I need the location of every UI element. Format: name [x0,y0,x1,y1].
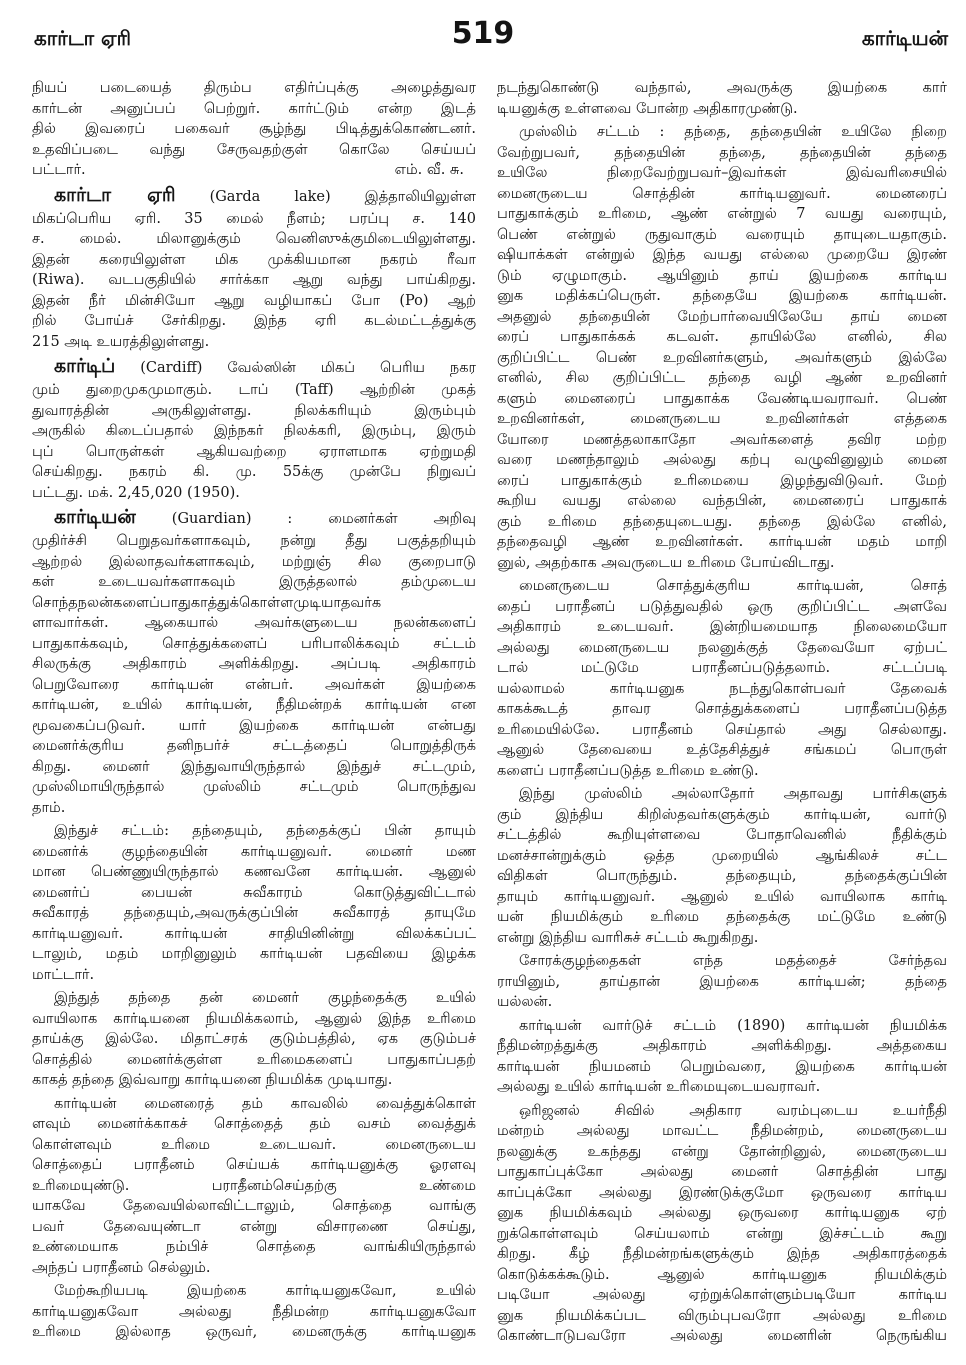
text-line [32,1176,476,1197]
text-line [497,907,947,928]
line-text: யோரை மணத்தலாகாதோ அவர்களைத் தவிர மற்ற [497,431,947,448]
text-line [497,805,947,826]
line-text: முஸ்லிம் சட்டம் : தந்தை, தந்தையின் உயிலே நிறை [519,124,947,140]
line-text: கிறது. மைனர் இந்துவாயிருந்தால் இந்துச் சட்டமும், [32,758,476,775]
text-line [32,842,476,863]
line-text: மாட்டார். [32,966,95,983]
paragraph [497,576,947,781]
text-line [32,862,476,883]
paragraph [497,1016,947,1098]
text-line [32,1135,476,1156]
line-text: (Guardian) : மைனர்கள் அறிவு [135,511,476,527]
paragraph [32,821,476,985]
text-line [497,163,947,184]
line-text: துவாரத்தின் அருகிலுள்ளது. நிலக்கரியும் இரும்பும் [32,402,476,419]
line-text: அருகில் கிடைப்பதால் இந்நகர் நிலக்கரி, இரும்பு, இரும் [32,423,476,439]
text-line [32,1281,476,1302]
text-line [497,122,947,143]
text-line [32,757,476,778]
text-line [497,99,947,120]
line-text: கார்டியன் நியமனம் பெறும்வரை, இயற்கை கார்டியன் [497,1058,947,1075]
line-text: சட்டத்தில் கூறியுள்ளவை போதாவெனில் நீதிக்கும் [497,827,947,843]
line-text: கார்டியன் மைனரைத் தம் காவலில் வைத்துக்கொள் [54,1095,476,1112]
text-line [32,1050,476,1071]
text-line [497,1016,947,1037]
line-text: ரைப் பாதுகாக்கும் உரிமையை இழந்துவிடுவர். மேற் [497,472,947,489]
text-line [32,1302,476,1323]
text-line [32,483,476,504]
text-line [32,506,476,531]
line-text: ச. மைல். மிலானுக்கும் வெனிஸுக்குமிடையிலுள்ளது. [32,231,476,247]
line-text: தாம். [32,799,66,816]
line-text: இதன் நீர் மின்சியோ ஆறு வழியாகப் போ (Po) ஆற் [32,292,476,309]
line-text: (Cardiff) வேல்ஸின் மிகப் பெரிய நகர [115,360,476,376]
line-text: றில் போய்ச் சேர்கிறது. இந்த ஏரி கடல்மட்டத்துக்கு [32,313,476,329]
text-line [497,866,947,887]
line-text: சொத்தைப் பராதீனம் செய்யக் கார்டியனுக்கு ஓரளவு [32,1157,476,1173]
line-text: களும் மைனரைப் பாதுகாக்க வேண்டியவராவர். பெண் [497,390,947,407]
line-text: முஸ்லிமாயிருந்தால் முஸ்லிம் சட்டமும் பொருந்துவ [32,779,476,795]
text-line [497,1203,947,1224]
text-line [497,389,947,410]
line-text: யன் நியமிக்கும் உரிமை தந்தைக்கு மட்டுமே உண்டு [497,909,947,925]
text-line [32,1029,476,1050]
text-line [497,928,947,949]
line-text: மனச்சான்றுக்கும் ஒத்த முறையில் ஆங்கிலச் சட்ட [497,847,947,864]
line-text: ளவும் மைனர்க்காகச் சொத்தைத் தம் வசம் வைத்துக் [32,1116,476,1132]
text-line [32,250,476,271]
line-text: பட்டது. மக். 2,45,020 (1950). [32,484,240,501]
line-text: னுக நியமிக்கப்பட விரும்புபவரோ அல்லது உரிமை [497,1307,947,1324]
text-line [32,1237,476,1258]
line-text: தந்தைவழி ஆண் உறவினர்கள். கார்டியன் மதம் மாறி [497,534,947,550]
text-line [497,972,947,993]
running-header [0,12,966,60]
text-line [32,944,476,965]
text-line [497,1036,947,1057]
paragraph [32,1281,476,1343]
line-text: னுல், அதற்காக அவருடைய உரிமை போய்விடாது. [497,554,835,571]
line-text: மும் துறைமுகமுமாகும். டாப் (Taff) ஆற்றின் முகத் [32,382,476,398]
text-line [497,1183,947,1204]
text-line [497,266,947,287]
line-text: பட்டார். [32,162,86,178]
line-text: மான பெண்ணுயிருந்தால் கணவனே கார்டியன். ஆனுல் [32,864,476,880]
text-line [497,887,947,908]
encyclopedia-entry [32,506,476,818]
text-line [497,184,947,205]
line-text: கார்டியனுவர். கார்டியன் சாதியினின்று விலக்கப்பட் [32,925,476,942]
text-line [497,368,947,389]
text-line [32,1114,476,1135]
line-text: வரை மணந்தாலும் அல்லது கற்பு வழுவினுலும் மைன [497,452,947,468]
text-line [32,821,476,842]
line-text: மூவகைப்படுவர். யார் இயற்கை கார்டியன் என்பது [32,717,476,734]
line-text: அதிகாரம் உடையவர். இன்றியமையாத நிலைமையோ [497,619,947,635]
text-line [497,307,947,328]
line-text: டாலும், மதம் மாறினுலும் கார்டியன் பதவியை இழக்க [32,946,476,962]
text-line [32,1070,476,1091]
text-line [497,699,947,720]
line-text: பெறுவோரை கார்டியன் என்பர். அவர்கள் இயற்கை [32,676,476,693]
text-line [497,286,947,307]
line-text: கார்டியனுகவோ அல்லது நீதிமன்ற கார்டியனுகவோ [32,1303,476,1320]
line-text: புப் பொருள்கள் ஆகியவற்றை ஏராளமாக ஏற்றுமதி [32,443,476,460]
line-text: தாயும் கார்டியனுவர். ஆனுல் உயில் வாயிலாக கார்டி [497,888,947,905]
line-text: படியோ அல்லது ஏற்றுக்கொள்ளும்படியோ கார்டிய [497,1287,947,1303]
line-text: ஆனுல் தேவையை உத்தேசித்துச் சங்கமப் பொருள் [497,742,947,758]
line-text: நீதிமன்றத்துக்கு அதிகாரம் அளிக்கிறது. அத்தகைய [497,1038,947,1054]
line-text: யாகவே தேவையில்லாவிட்டாலும், சொத்தை வாங்கு [32,1198,476,1214]
text-line [497,553,947,574]
left-column [32,78,476,1358]
paragraph [497,1101,947,1347]
line-text: சொந்தநலன்களைப்பாதுகாத்துக்கொள்ளமுடியாதவர்க [32,594,382,611]
line-text: தில் இவரைப் பகைவர் சூழ்ந்து பிடித்துக்கொண்டனர். [32,121,476,137]
line-text: மைனர்க் குழந்தையின் கார்டியனுவர். மைனர் மண [32,843,476,860]
text-line [497,1265,947,1286]
text-line [497,1162,947,1183]
line-text: சொத்தில் மைனர்க்குள்ள உரிமைகளைப் பாதுகாப்பதற் [32,1051,476,1068]
text-line [497,450,947,471]
text-line [497,992,947,1013]
line-text: விதிகள் பொருந்தும். தந்தையும், தந்தைக்குப்பின் [497,868,947,884]
text-line [497,1142,947,1163]
text-line [497,740,947,761]
line-text: அந்தப் பராதீனம் செல்லும். [32,1259,211,1276]
text-line [497,658,947,679]
text-line [497,784,947,805]
text-line [32,291,476,312]
line-text: ஒரிஜனல் சிவில் அதிகார வரம்புடைய உயர்நீதி [519,1102,947,1119]
line-text: கும் உரிமை தந்தையுடையது. தந்தை இல்லே எனில், [497,513,947,530]
text-line [32,401,476,422]
paragraph [497,784,947,948]
text-line [497,348,947,369]
text-line [497,471,947,492]
line-text: அதனுல் தந்தையின் மேற்பார்வையிலேயே தாய் மைன [497,308,947,325]
text-line [497,327,947,348]
text-line [497,409,947,430]
line-text: யல்லன். [497,994,553,1010]
line-text: சோரக்குழந்தைகள் எந்த மதத்தைச் சேர்ந்தவ [519,953,947,969]
line-text: மைனருடைய சொத்தின் கார்டியனுவர். மைனரைப் [497,185,947,202]
text-line [497,679,947,700]
text-line [32,1009,476,1030]
line-text: நியப் படையைத் திரும்ப எதிர்ப்புக்கு அழைத்துவர [32,80,476,96]
text-line [497,1057,947,1078]
line-text: 215 அடி உயரத்திலுள்ளது. [32,333,210,350]
text-line [497,491,947,512]
line-text: பாதுகாக்கும் உரிமை, ஆண் என்றுல் 7 வயது வரையும், [497,206,947,222]
text-line [32,924,476,945]
line-text: உரிமையுண்டு. பராதீனம்செய்தற்கு உண்மை [32,1177,476,1194]
text-line [32,140,476,161]
line-text: வேற்றுபவர், தந்தையின் தந்தை, தந்தையின் தந்தை [497,144,947,161]
text-line [32,695,476,716]
line-text: உறவினர்கள், மைனருடைய உறவினர்கள் எத்தகை [497,411,947,427]
text-line [497,225,947,246]
line-text: மன்றம் அல்லது மாவட்ட நீதிமன்றம், மைனருடைய [497,1123,947,1139]
line-text: கள் உடையவர்களாகவும் இருத்தலால் தம்முடைய [32,574,476,590]
line-text: சிலருக்கு அதிகாரம் அளிக்கிறது. அப்படி அதிகாரம் [32,656,476,672]
line-text: அல்லது மைனருடைய நலனுக்குத் தேவையோ ஏற்பட் [497,639,947,656]
left-guide-word: கார்டா ஏரி [34,26,131,50]
text-line [32,380,476,401]
line-text: முதிர்ச்சி பெறுதவர்களாகவும், நன்று தீது பகுத்தறியும் [32,533,476,549]
line-text: னுக மதிக்கப்பெருள். தந்தையே இயற்கை கார்டியன். [497,288,947,304]
line-text: ராயினும், தாய்தான் இயற்கை கார்டியன்; தந்தை [497,973,947,990]
text-line [32,160,476,181]
line-text: (Riwa). வடபகுதியில் சார்க்கா ஆறு வந்து பாய்கிறது. [32,272,476,288]
line-text: சுவீகாரத் தந்தையும்,அவருக்குப்பின் சுவீகாரத் தாயுமே [32,905,476,921]
text-line [497,951,947,972]
line-text: நடந்துகொண்டு வந்தால், அவருக்கு இயற்கை கார் [497,80,947,96]
line-text: உரிமை இல்லாத ஒருவர், மைனருக்கு கார்டியனுக [32,1324,476,1340]
line-text: எனில், சில குறிப்பிட்ட தந்தை வழி ஆண் உறவினர் [497,370,947,386]
text-line [32,716,476,737]
line-text: காகக்கூடத் தாவர சொத்துக்களைப் பராதீனப்படுத்த [497,701,947,717]
line-text: வாயிலாக கார்டியனை நியமிக்கலாம், ஆனுல் இந்த உரிமை [32,1010,476,1027]
text-line [32,442,476,463]
line-text: நலனுக்கு உகந்தது என்று தோன்றினுல், மைனருடைய [497,1143,947,1160]
line-text: மைனர்க்குரிய தனிநபர்ச் சட்டத்தைப் பொறுத்திருக் [32,738,476,754]
text-line [497,576,947,597]
text-line [497,1077,947,1098]
line-text: என்று இந்திய வாரிசுச் சட்டம் கூறுகிறது. [497,929,759,946]
text-line [32,119,476,140]
line-text: உயிலே நிறைவேற்றுபவர்–இவர்கள் இவ்வரிசையில் [497,165,947,181]
line-text: பெண் என்றுல் ருதுவாகும் வரையும் தாயுடையதாகும். [497,226,947,243]
text-line [497,430,947,451]
text-line [497,245,947,266]
text-line [32,736,476,757]
line-text: குறிப்பிட்ட பெண் உறவினர்களும், அவர்களும் இல்லே [497,349,947,366]
line-text: கொண்டாடுபவரோ அல்லது மைனரின் நெருங்கிய [497,1328,947,1344]
text-line [32,184,476,209]
right-guide-word: கார்டியன் [861,26,948,50]
line-text: ரைப் பாதுகாக்கக் கடவள். தாயில்லே எனில், சில [497,329,947,345]
page-number: 519 [451,16,515,51]
text-line [32,78,476,99]
line-text: மேற்கூறியபடி இயற்கை கார்டியனுகவோ, உயில் [54,1283,476,1299]
text-line [32,229,476,250]
text-line [32,1217,476,1238]
line-text: கார்டியன், உயில் கார்டியன், நீதிமன்றக் கார்டியன் என [32,697,476,713]
line-text: மிகப்பெரிய ஏரி. 35 மைல் நீளம்; பரப்பு ச. 140 [32,210,476,227]
encyclopedia-entry [32,184,476,353]
entry-headword: கார்டா ஏரி [54,183,176,206]
line-text: டும் ஏழுமாகும். ஆயினும் தாய் இயற்கை கார்டிய [497,267,947,284]
entry-headword: கார்டிப் [54,355,116,377]
text-line [32,332,476,353]
text-line [32,1196,476,1217]
line-text: மைனர்ப் பையன் சுவீகாரம் கொடுத்துவிட்டால் [32,884,476,901]
text-line [32,613,476,634]
text-line [497,532,947,553]
line-text: தைப் பராதீனப் படுத்துவதில் ஒரு குறிப்பிட்ட அளவே [497,598,947,615]
text-line [32,903,476,924]
line-text: ளாவார்கள். ஆகையால் அவர்களுடைய நலன்களைப் [32,615,476,631]
text-line [32,209,476,230]
text-line [32,883,476,904]
text-line [32,988,476,1009]
text-line [497,638,947,659]
text-line [32,675,476,696]
paragraph [32,1094,476,1279]
line-text: ஷியாக்கள் என்றுல் இந்த வயது எல்லை முறையே இரண் [497,247,947,263]
text-line [32,421,476,442]
line-text: பாதுகாக்கவும், சொத்துக்களைப் பரிபாலிக்கவும் சட்டம் [32,635,476,652]
paragraph [497,122,947,573]
line-text: உரிமையில்லே. பராதீனம் செய்தால் அது செல்லாது. [497,721,947,738]
text-line [497,846,947,867]
text-line [497,143,947,164]
text-line [497,825,947,846]
text-line [497,1224,947,1245]
text-line [32,1322,476,1343]
line-text: கார்டன் அனுப்பப் பெற்றுர். கார்ட்டும் என்ற இடத் [32,100,476,117]
paragraph [497,951,947,1013]
line-text: கொள்ளவும் உரிமை உடையவர். மைனருடைய [32,1136,476,1153]
text-line [32,798,476,819]
line-text: காகத் தந்தை இவ்வாறு கார்டியனை நியமிக்க முடியாது. [32,1072,393,1088]
text-line [32,654,476,675]
text-line [32,593,476,614]
text-line [497,1285,947,1306]
text-line [497,78,947,99]
line-text: பாதுகாப்புக்கோ அல்லது மைனர் சொத்தின் பாது [497,1164,947,1180]
line-text: காப்புக்கோ அல்லது இரண்டுக்குமோ ஒருவரை கார்டிய [497,1184,947,1201]
text-line [497,1244,947,1265]
text-line [32,965,476,986]
text-line [497,1101,947,1122]
text-line [497,512,947,533]
right-column [497,78,947,1358]
text-line [32,552,476,573]
text-line [32,99,476,120]
line-text: கொடுக்கக்கூடும். ஆனுல் கார்டியனுக நியமிக்கும் [497,1266,947,1283]
text-line [497,1326,947,1347]
line-text: கும் இந்திய கிறிஸ்தவர்களுக்கும் கார்டியன், வார்டு [497,806,947,823]
text-line [497,204,947,225]
text-line [32,355,476,380]
line-text: இந்து முஸ்லிம் அல்லாதோர் அதாவது பார்சிகளுக் [519,786,947,802]
line-text: யல்லாமல் கார்டியனுக நடந்துகொள்பவர் தேவைக் [497,680,947,697]
line-text: றுக்கொள்ளவும் செய்யலாம் என்று இச்சட்டம் கூறு [497,1225,947,1242]
line-text: இந்துச் சட்டம்: தந்தையும், தந்தைக்குப் பின் தாயும் [54,823,476,839]
text-line [32,270,476,291]
text-line [497,761,947,782]
encyclopedia-entry [32,355,476,503]
line-text: கிறது. கீழ் நீதிமன்றங்களுக்கும் இந்த அதிகாரத்தைக் [497,1246,947,1262]
line-text: களைப் பராதீனப்படுத்த உரிமை உண்டு. [497,762,759,779]
line-text: (Garda lake) இத்தாலியிலுள்ள [175,188,476,205]
text-line [32,531,476,552]
line-text: இதன் கரையிலுள்ள மிக முக்கியமான நகரம் ரீவா [32,251,476,268]
line-text: பவர் தேவையுண்டா என்று விசாரணை செய்து, [32,1218,476,1235]
line-text: அல்லது உயில் கார்டியன் உரிமையுடையவராவர். [497,1079,821,1095]
entry-headword: கார்டியன் [54,506,136,528]
text-line [497,720,947,741]
text-line [32,1258,476,1279]
text-line [497,597,947,618]
line-text: உண்மையாக நம்பிச் சொத்தை வாங்கியிருந்தால் [32,1239,476,1255]
text-line [32,462,476,483]
line-text: கார்டியன் வார்டுச் சட்டம் (1890) கார்டியன் நியமிக்க [519,1017,947,1034]
text-line [497,617,947,638]
paragraph [32,78,476,181]
line-text: உதவிப்படை வந்து சேருவதற்குள் கொலே செய்யப் [32,141,476,158]
text-line [497,1306,947,1327]
text-line [497,1121,947,1142]
line-text: மைனருடைய சொத்துக்குரிய கார்டியன், சொத் [519,578,947,594]
text-line [32,1094,476,1115]
line-text: கூறிய வயது எல்லை வந்தபின், மைனரைப் பாதுகாக் [497,493,947,509]
text-line [32,572,476,593]
paragraph [497,78,947,119]
line-text: தாய்க்கு இல்லே. மிதாட்சரக் குடும்பத்தில், ஏக குடும்பச் [32,1031,476,1047]
text-line [32,311,476,332]
line-text: இந்துத் தந்தை தன் மைனர் குழந்தைக்கு உயில் [54,990,476,1006]
line-text: ஆற்றல் இல்லாதவர்களாகவும், மற்றுஞ் சில குறைபாடு [32,553,476,570]
line-text: செய்கிறது. நகரம் கி. மு. 55க்கு முன்பே நிறுவப் [32,464,476,480]
author-signature: எம். வீ. சு. [394,162,464,178]
line-text: டால் மட்டுமே பராதீனப்படுத்தலாம். சட்டப்படி [497,660,947,676]
paragraph [32,988,476,1091]
line-text: னுக நியமிக்கவும் அல்லது ஒருவரை கார்டியனுக ஏற் [497,1205,947,1221]
text-line [32,634,476,655]
text-line [32,777,476,798]
text-line [32,1155,476,1176]
line-text: டியனுக்கு உள்ளவை போன்ற அதிகாரமுண்டு. [497,100,798,117]
